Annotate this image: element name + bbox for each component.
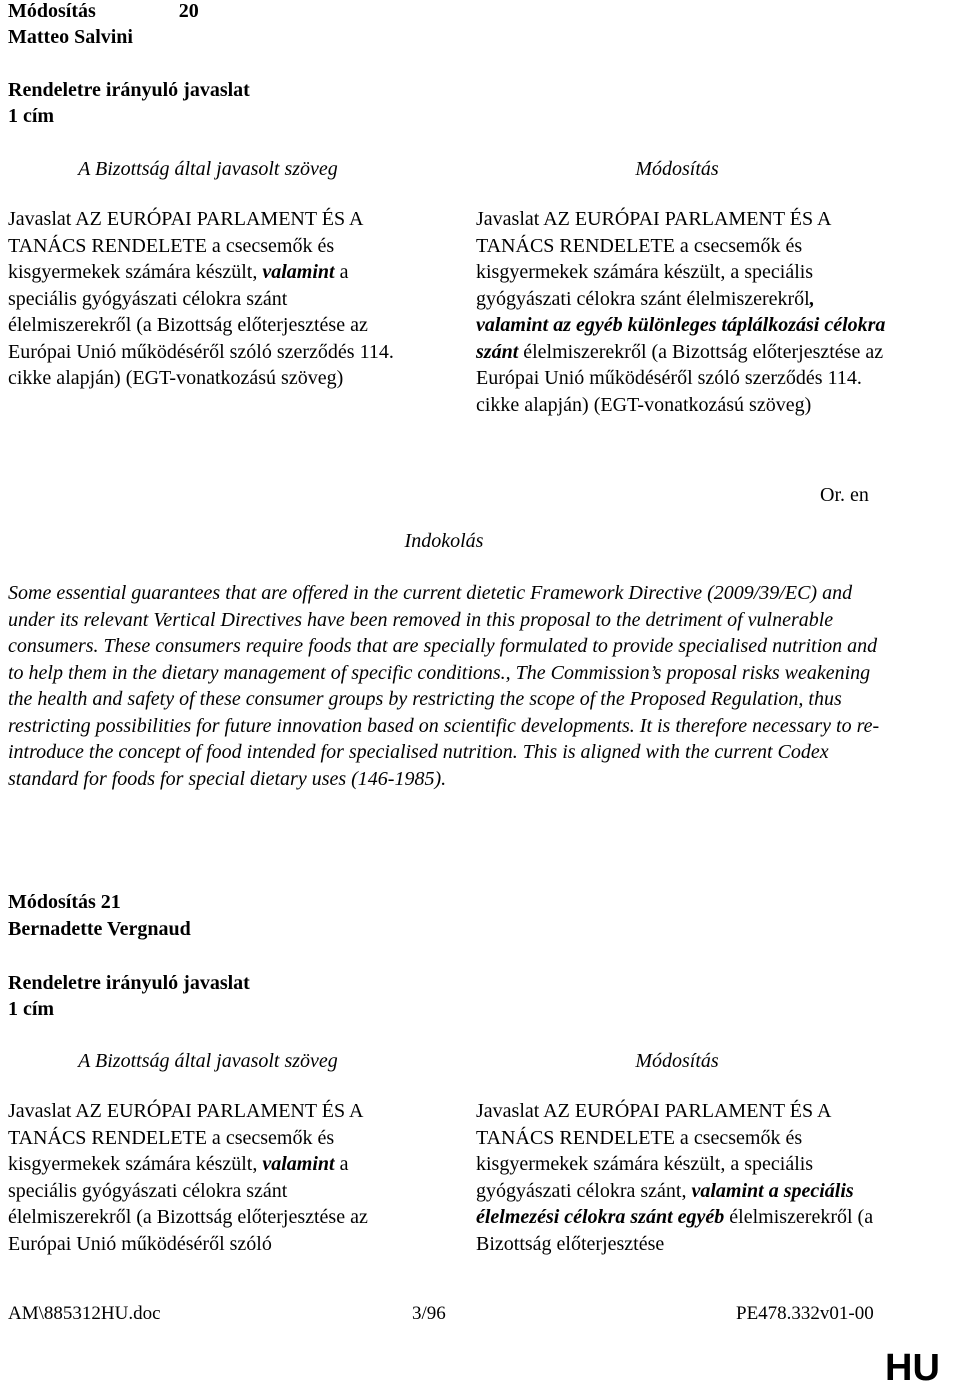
amendment-number: 20 bbox=[178, 0, 199, 22]
justification-heading: Indokolás bbox=[404, 530, 484, 552]
footer-pe-reference: PE478.332v01-00 bbox=[736, 1303, 874, 1324]
amendment-label: Módosítás bbox=[8, 0, 96, 22]
amendment-21-reference: 1 cím bbox=[8, 998, 55, 1020]
amendment-21-heading: Módosítás 21 bbox=[8, 891, 121, 913]
amendment-20-right-column-heading: Módosítás bbox=[635, 158, 719, 180]
amendment-20-left-column-heading: A Bizottság által javasolt szöveg bbox=[78, 158, 338, 180]
amendment-21-original-text: Javaslat AZ EURÓPAI PARLAMENT ÉS A TANÁCS RENDELETE a csecsemők és kisgyermekek számára készült, valamint a speciális gyógyászati célokra szánt élelmiszerekről (a Bizottság előterjesztése az Európai Unió működéséről szóló bbox=[8, 1100, 368, 1255]
amendment-21-left-column-heading: A Bizottság által javasolt szöveg bbox=[78, 1050, 338, 1072]
justification-text: Some essential guarantees that are offered in the current dietetic Framework Directive (2009/39/EC) and under its relevant Vertical Directives have been removed in this proposal to the detriment of vulnerable consumers. These consumers require foods that are specially formulated to provide specialised nutrition and to help them in the dietary management of specific conditions., The Commission’s proposal risks weakening the health and safety of these consumer groups by restricting the scope of the Proposed Regulation, thus restricting possibilities for future innovation based on scientific developments. It is therefore necessary to re-introduce the concept of food intended for specialised nutrition. This is aligned with the current Codex standard for foods for special dietary uses (146-1985). bbox=[8, 582, 880, 790]
amendment-20-heading bbox=[8, 0, 199, 25]
footer-doc-reference: AM\885312HU.doc bbox=[8, 1303, 161, 1324]
amendment-20-amended-text: Javaslat AZ EURÓPAI PARLAMENT ÉS A TANÁCS RENDELETE a csecsemők és kisgyermekek számára készült, a speciális gyógyászati célokra szánt élelmiszerekről, valamint az egyéb különleges táplálkozási célokra szánt élelmiszerekről (a Bizottság előterjesztése az Európai Unió működéséről szóló szerződés 114. cikke alapján) (EGT-vonatkozású szöveg) bbox=[476, 208, 886, 416]
amendment-20-author: Matteo Salvini bbox=[8, 26, 133, 48]
amendment-21-proposal-type: Rendeletre irányuló javaslat bbox=[8, 972, 250, 994]
amendment-21-amended-text: Javaslat AZ EURÓPAI PARLAMENT ÉS A TANÁCS RENDELETE a csecsemők és kisgyermekek számára készült, a speciális gyógyászati célokra szánt, valamint a speciális élelmezési célokra szánt egyéb élelmiszerekről (a Bizottság előterjesztése bbox=[476, 1100, 874, 1255]
language-code: HU bbox=[885, 1347, 940, 1389]
amendment-21-right-column-heading: Módosítás bbox=[635, 1050, 719, 1072]
footer-page-number: 3/96 bbox=[412, 1303, 446, 1324]
amendment-20-original-text: Javaslat AZ EURÓPAI PARLAMENT ÉS A TANÁCS RENDELETE a csecsemők és kisgyermekek számára készült, valamint a speciális gyógyászati célokra szánt élelmiszerekről (a Bizottság előterjesztése az Európai Unió működéséről szóló szerződés 114. cikke alapján) (EGT-vonatkozású szöveg) bbox=[8, 208, 394, 389]
original-language: Or. en bbox=[820, 484, 869, 506]
amendment-20-reference: 1 cím bbox=[8, 105, 55, 127]
amendment-20-proposal-type: Rendeletre irányuló javaslat bbox=[8, 79, 250, 101]
amendment-21-author: Bernadette Vergnaud bbox=[8, 918, 191, 940]
